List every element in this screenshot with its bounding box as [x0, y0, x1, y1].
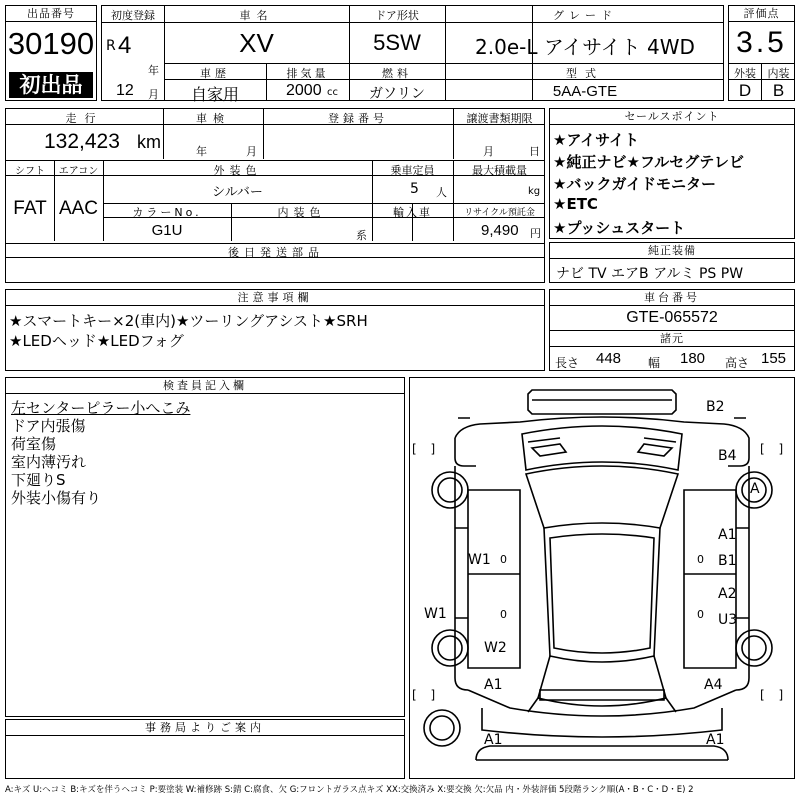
- first-reg-label: 初度登録: [111, 9, 155, 22]
- notes-line: ★LEDヘッド★LEDフォグ: [9, 332, 184, 350]
- model-name: XV: [239, 28, 274, 58]
- fuel: ガソリン: [369, 86, 425, 102]
- model-name-label: 車名: [239, 9, 274, 22]
- interior-color-unit: 系: [356, 229, 367, 242]
- first-reg-year-unit: 年: [148, 64, 159, 77]
- sales-point-item: ★プッシュスタート: [553, 219, 686, 237]
- office-label: 事務局よりご案内: [6, 720, 404, 736]
- grade-label: グレード: [553, 9, 617, 22]
- bracket-mark: [ ]: [760, 688, 784, 702]
- lot-number-label: 出品番号: [6, 6, 96, 22]
- fuel-label: 燃料: [382, 67, 412, 80]
- dims-label: 諸元: [550, 331, 794, 347]
- sales-point-item: ★ETC: [553, 195, 598, 213]
- sales-point-item: ★純正ナビ★フルセグテレビ: [553, 153, 744, 171]
- zero-mark: 0: [500, 608, 507, 621]
- capacity-label: 乗車定員: [390, 164, 435, 177]
- inspector-box: [5, 377, 405, 717]
- mileage: 132,423: [44, 130, 120, 153]
- width-label: 幅: [648, 356, 661, 370]
- recycle-label: リサイクル預託金: [464, 208, 535, 218]
- genuine-equipment-box: [549, 242, 795, 283]
- vehicle-header-table: [101, 5, 724, 104]
- damage-mark: B1: [718, 553, 737, 569]
- history-label: 車歴: [200, 67, 230, 80]
- door: 5SW: [373, 30, 421, 55]
- chassis-number: GTE-065572: [626, 309, 718, 326]
- transfer-month-unit: 月: [483, 145, 494, 158]
- first-listing-badge: 初出品: [9, 72, 93, 98]
- zero-mark: 0: [697, 553, 704, 566]
- length-label: 長さ: [555, 356, 580, 370]
- damage-mark: A: [750, 481, 760, 497]
- history: 自家用: [190, 85, 239, 104]
- genuine-equipment-label: 純正装備: [550, 243, 794, 259]
- inspector-line: 外装小傷有り: [11, 489, 102, 507]
- zero-mark: 0: [697, 608, 704, 621]
- damage-diagram: [409, 377, 795, 779]
- damage-mark: A1: [718, 527, 737, 543]
- height: 155: [761, 350, 787, 367]
- sales-point-item: ★アイサイト: [553, 131, 640, 149]
- height-label: 高さ: [725, 356, 750, 370]
- mileage-unit: km: [137, 132, 161, 152]
- inspector-line: ドア内張傷: [11, 417, 86, 435]
- bracket-mark: [ ]: [760, 442, 784, 456]
- damage-mark: A1: [706, 732, 725, 748]
- type: 5AA-GTE: [552, 83, 618, 100]
- chassis-label: 車台番号: [550, 290, 794, 306]
- zero-mark: 0: [500, 553, 507, 566]
- registration-label: 登録番号: [328, 112, 388, 125]
- interior-grade: B: [772, 81, 785, 100]
- color-no: G1U: [151, 222, 183, 239]
- score-box: [728, 5, 795, 101]
- car-outline: [410, 378, 794, 778]
- exterior-color-label: 外装色: [213, 164, 262, 177]
- interior-grade-label: 内装: [767, 67, 790, 80]
- capacity: 5: [410, 181, 419, 197]
- sales-points-box: [549, 108, 795, 239]
- damage-mark: W1: [468, 552, 491, 568]
- score-label: 評価点: [729, 6, 794, 22]
- aircon: AAC: [58, 198, 99, 219]
- spec-table: [5, 108, 545, 283]
- aircon-label: エアコン: [58, 166, 99, 177]
- inspector-line: 左センターピラー小へこみ: [11, 399, 191, 417]
- first-reg-month: 12: [116, 82, 134, 99]
- shift-label: シフト: [15, 166, 45, 177]
- inspector-line: 荷室傷: [11, 435, 57, 453]
- damage-mark: B4: [718, 448, 737, 464]
- sales-point-item: ★バックガイドモニター: [553, 175, 716, 193]
- width: 180: [680, 350, 706, 367]
- first-reg-era: R: [106, 38, 116, 54]
- lot-number: 30190: [7, 26, 95, 61]
- lot-number-box: [5, 5, 97, 101]
- inspector-line: 室内薄汚れ: [11, 453, 87, 471]
- notes-label: 注意事項欄: [6, 290, 544, 306]
- legend: A:キズ U:ヘコミ B:キズを伴うヘコミ P:要塗装 W:補修跡 S:錆 C:腐食、欠 G:フロントガラス点キズ XX:交換済み X:要交換 欠:欠品 内・外装評価 5段階ランク順(A・B・C・D・E) 2: [5, 785, 694, 795]
- damage-mark: A1: [484, 732, 503, 748]
- door-label: ドア形状: [375, 9, 419, 22]
- type-label: 型式: [566, 67, 604, 80]
- displacement: 2000: [286, 82, 322, 99]
- inspection-month-unit: 月: [246, 145, 257, 158]
- recycle-unit: 円: [530, 227, 541, 240]
- interior-color-label: 内装色: [277, 206, 326, 219]
- bracket-mark: [ ]: [412, 688, 436, 702]
- damage-mark: A4: [704, 677, 723, 693]
- score: 3.5: [736, 26, 787, 59]
- import-label: 輸入車: [393, 206, 432, 219]
- grade: 2.0e-L アイサイト 4WD: [475, 35, 695, 59]
- notes-line: ★スマートキー×2(車内)★ツーリングアシスト★SRH: [9, 312, 368, 330]
- max-load-unit: kg: [528, 186, 541, 197]
- damage-mark: A2: [718, 586, 737, 602]
- first-reg-year: 4: [118, 32, 132, 59]
- notes-box: [5, 289, 545, 371]
- bracket-mark: [ ]: [412, 442, 436, 456]
- damage-mark: B2: [706, 399, 725, 415]
- length: 448: [596, 350, 622, 367]
- damage-mark: U3: [718, 612, 738, 628]
- capacity-unit: 人: [436, 186, 447, 199]
- first-reg-month-unit: 月: [148, 88, 159, 101]
- inspection-year-unit: 年: [196, 145, 207, 158]
- shift: FAT: [13, 198, 47, 219]
- office-box: [5, 719, 405, 779]
- inspection-label: 車検: [196, 112, 230, 125]
- displacement-unit: cc: [327, 87, 338, 98]
- transfer-day-unit: 日: [529, 145, 540, 158]
- mileage-label: 走行: [65, 112, 104, 125]
- later-parts-label: 後日発送部品: [228, 246, 324, 259]
- exterior-grade-label: 外装: [734, 67, 756, 80]
- genuine-equipment-items: ナビ TV エアB アルミ PS PW: [556, 266, 744, 282]
- color-no-label: カラーNo.: [132, 206, 202, 219]
- damage-mark: A1: [484, 677, 503, 693]
- exterior-grade: D: [738, 81, 752, 100]
- chassis-box: [549, 289, 795, 371]
- sales-points-label: セールスポイント: [550, 109, 794, 125]
- damage-mark: W1: [424, 606, 447, 622]
- transfer-label: 譲渡書類期限: [466, 112, 533, 125]
- exterior-color: シルバー: [212, 185, 263, 200]
- displacement-label: 排気量: [286, 67, 329, 80]
- damage-mark: W2: [484, 640, 507, 656]
- inspector-line: 下廻りS: [11, 471, 66, 489]
- max-load-label: 最大積載量: [472, 164, 527, 177]
- recycle: 9,490: [481, 222, 519, 239]
- inspector-label: 検査員記入欄: [6, 378, 404, 394]
